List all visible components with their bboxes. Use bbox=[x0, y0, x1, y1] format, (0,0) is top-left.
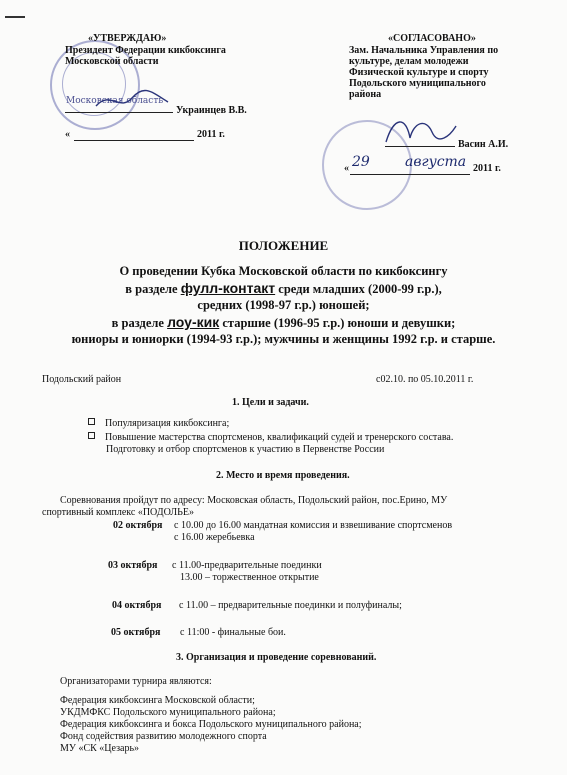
title-line4-c: старшие (1996-95 г.р.) юноши и девушки; bbox=[219, 316, 456, 330]
agree-heading: «СОГЛАСОВАНО» bbox=[388, 33, 476, 44]
approve-line2: Московской области bbox=[65, 56, 159, 67]
agree-sign-line bbox=[385, 146, 455, 147]
title-line2-discipline: фулл-контакт bbox=[180, 280, 276, 296]
organizer-item: Фонд содействия развитию молодежного спорта bbox=[60, 731, 267, 742]
section3-title: 3. Организация и проведение соревнований. bbox=[176, 652, 377, 663]
organizers-intro: Организаторами турнира являются: bbox=[60, 676, 212, 687]
title-line2 bbox=[0, 281, 567, 297]
goal-item-cont: Подготовку и отбор спортсменов к участию в Первенстве России bbox=[106, 444, 385, 455]
organizer-item: УКДМФКС Подольского муниципального района; bbox=[60, 707, 276, 718]
section2-title: 2. Место и время проведения. bbox=[216, 470, 350, 481]
title-line4 bbox=[0, 315, 567, 331]
approve-date-line bbox=[74, 140, 194, 141]
schedule-line: с 16.00 жеребьевка bbox=[174, 532, 255, 543]
agree-date-line bbox=[350, 174, 470, 175]
schedule-day: 02 октября bbox=[113, 520, 163, 531]
goal-text: Популяризация кикбоксинга; bbox=[105, 418, 230, 429]
title-line5: юниоры и юниорки (1994-93 г.р.); мужчины и женщины 1992 г.р. и старше. bbox=[71, 332, 496, 346]
agree-date-year: 2011 г. bbox=[473, 163, 501, 174]
title-line1: О проведении Кубка Московской области по кикбоксингу bbox=[119, 264, 448, 278]
agree-date-prefix: « bbox=[344, 163, 349, 174]
agree-signature bbox=[380, 112, 460, 148]
goal-item bbox=[88, 432, 453, 443]
bullet-icon bbox=[88, 432, 95, 439]
doc-title: ПОЛОЖЕНИЕ bbox=[238, 238, 329, 253]
section1-title: 1. Цели и задачи. bbox=[232, 397, 309, 408]
schedule-day: 05 октября bbox=[111, 627, 161, 638]
organizer-item: Федерация кикбоксинга и бокса Подольского муниципального района; bbox=[60, 719, 362, 730]
approve-date-year: 2011 г. bbox=[197, 129, 225, 140]
goal-text: Повышение мастерства спортсменов, квалификаций судей и тренерского состава. bbox=[105, 432, 454, 443]
approval-stamp-text: Московская область bbox=[66, 96, 164, 106]
scan-mark bbox=[5, 16, 25, 18]
title-line4-a: в разделе bbox=[111, 316, 168, 330]
schedule-line: 13.00 – торжественное открытие bbox=[180, 572, 319, 583]
agree-date-day: 29 bbox=[352, 154, 370, 170]
venue-region: Подольский район bbox=[42, 374, 122, 385]
title-line2-a: в разделе bbox=[125, 282, 181, 296]
address-line1: Соревнования пройдут по адресу: Московская область, Подольский район, пос.Ерино, МУ bbox=[60, 495, 448, 506]
agree-line4: Подольского муниципального bbox=[349, 78, 486, 89]
agree-line2: культуре, делам молодежи bbox=[349, 56, 469, 67]
schedule-day: 03 октября bbox=[108, 560, 158, 571]
organizer-item: Федерация кикбоксинга Московской области; bbox=[60, 695, 255, 706]
approve-heading: «УТВЕРЖДАЮ» bbox=[88, 33, 167, 44]
schedule-line: с 11.00 – предварительные поединки и полуфиналы; bbox=[179, 600, 402, 611]
approve-name: Украинцев В.В. bbox=[176, 105, 247, 116]
address-line2: спортивный комплекс «ПОДОЛЬЕ» bbox=[42, 507, 194, 518]
agree-line3: Физической культуре и спорту bbox=[349, 67, 489, 78]
schedule-day: 04 октября bbox=[112, 600, 162, 611]
goal-item bbox=[88, 418, 229, 429]
bullet-icon bbox=[88, 418, 95, 425]
title-line4-discipline: лоу-кик bbox=[167, 314, 220, 330]
approve-date-prefix: « bbox=[65, 129, 70, 140]
title-line3: средних (1998-97 г.р.) юношей; bbox=[197, 298, 370, 312]
organizer-item: МУ «СК «Цезарь» bbox=[60, 743, 140, 754]
approve-signature bbox=[92, 86, 172, 114]
schedule-line: с 10.00 до 16.00 мандатная комиссия и взвешивание спортсменов bbox=[174, 520, 453, 531]
agree-line5: района bbox=[349, 89, 382, 100]
agree-name: Васин А.И. bbox=[458, 139, 509, 150]
schedule-line: с 11:00 - финальные бои. bbox=[180, 627, 286, 638]
event-dates: с02.10. по 05.10.2011 г. bbox=[376, 374, 474, 385]
agree-line1: Зам. Начальника Управления по bbox=[349, 45, 499, 56]
approve-line1: Президент Федерации кикбоксинга bbox=[65, 45, 226, 56]
approve-sign-line bbox=[65, 112, 173, 113]
agree-date-month: августа bbox=[405, 154, 467, 170]
schedule-line: с 11.00-предварительные поединки bbox=[172, 560, 322, 571]
title-line2-c: среди младших (2000-99 г.р.), bbox=[275, 282, 442, 296]
